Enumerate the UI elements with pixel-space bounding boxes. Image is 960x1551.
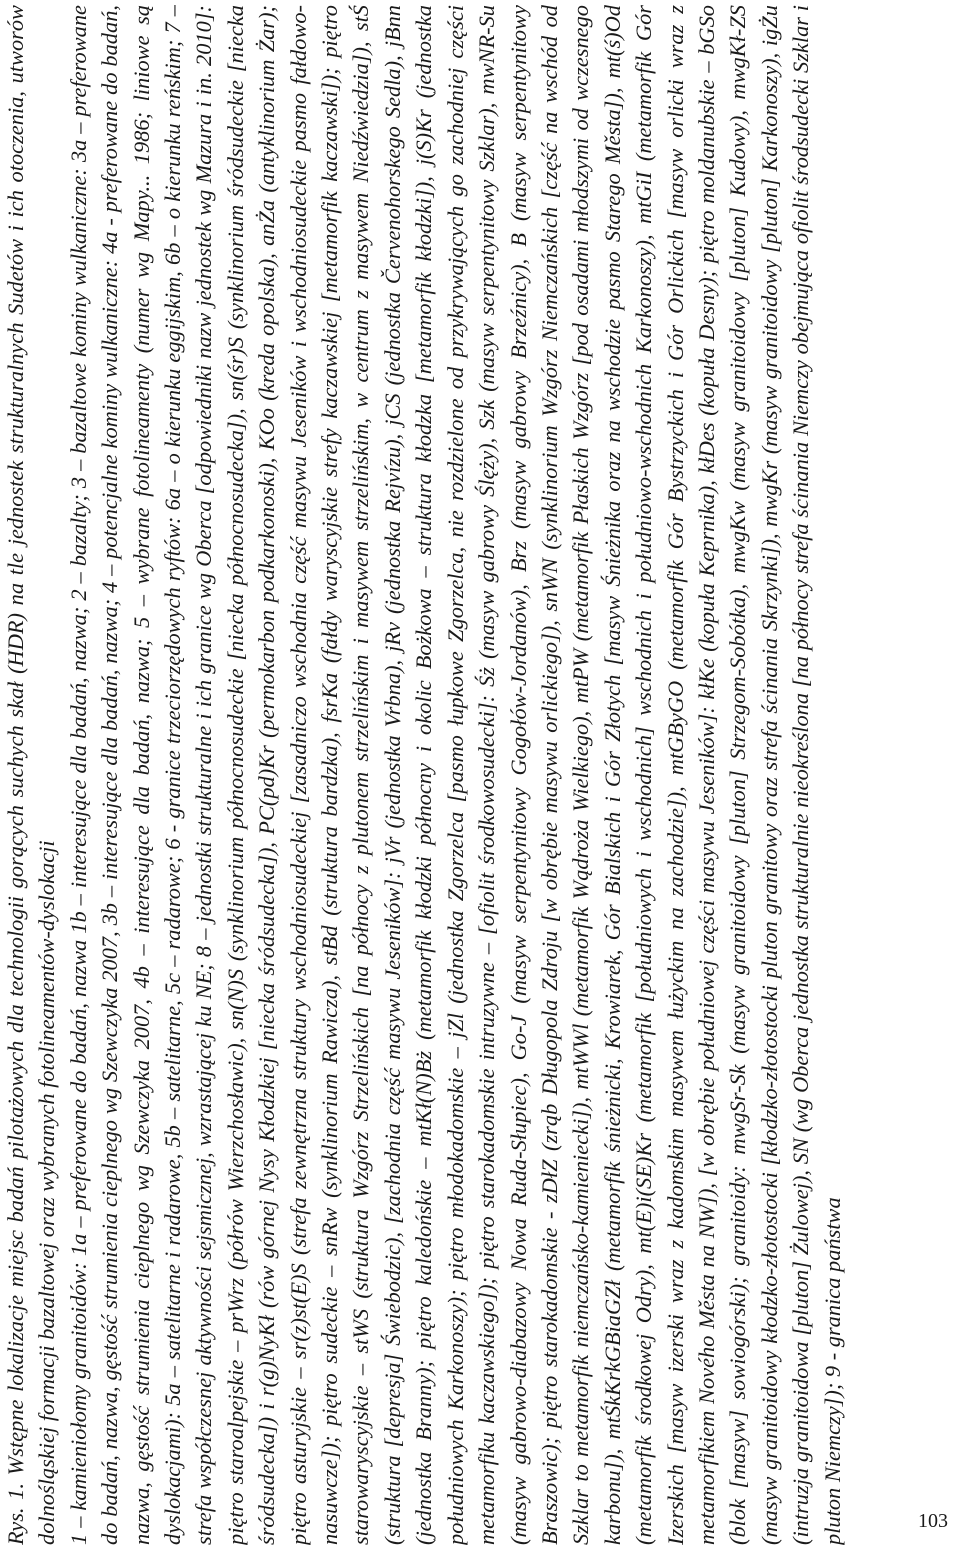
rotated-caption-block	[0, 5, 950, 1545]
figure-caption	[0, 5, 950, 1545]
figure-caption-legend: 1 – kamieniołomy granitoidów: 1a – preferowane do badań, nazwa 1b – interesujące dla badań, nazwa; 2 – bazalty; 3 – bazaltowe kominy wulkaniczne: 3a – preferowane do badań, nazwa, gęstość strumienia cieplnego wg Szewczyka 2007, 3b – interesujące dla badań, nazwa; 4 – potencjalne kominy wulkaniczne: 4a - preferowane do badań, nazwa, gęstość strumienia cieplnego wg Szewczyka 2007, 4b – interesujące dla badań, nazwa; 5 – wybrane fotolineamenty (numer wg Mapy... 1986; liniowe są dyslokacjami): 5a – satelitarne i radarowe, 5b – satelitarne, 5c – radarowe; 6 - granice trzeciorzędowych ryftów: 6a – o kierunku eggijskim, 6b – o kierunku reńskim; 7 – strefa współczesnej aktywności sejsmicznej, wzrastającej ku NE; 8 – jednostki strukturalne i ich granice wg Oberca [odpowiedniki nazw jednostek wg Mazura i in. 2010]: piętro staroalpejskie – prWrz (półrów Wierzchosławic), sn(N)S (synklinorium północnosudeckie [niecka północnosudecka]), sn(śr)S (synklinorium śródsudeckie [niecka śródsudecka]) i r(g)NyKł (rów górnej Nysy Kłodzkiej [niecka śródsudecka]), PC(pd)Kr (permokarbon podkarkonoski), KOo (kreda opolska), anŻa (antyklinorium Żar); piętro asturyjskie – sr(z)st(E)S (strefa zewnętrzna struktury wschodniosudeckiej [zasadniczo wschodnia część masywu Jeseników i wschodniosudeckie pasmo fałdowo-nasuwcze]); piętro sudeckie – snRw (synklinorium Rawicza), stBd (struktura bardzka), fsrKa (fałdy waryscyjskie strefy kaczawskiej [metamorfik kaczawski]); piętro starowaryscyjskie – stWS (struktura Wzgórz Strzelińskich [na północy z plutonem strzelińskim i masywem strzelińskim, w centrum z masywem Niedźwiedzia]), stŚ (struktura [depresja] Świebodzic), [zachodnia część masywu Jeseników]: jVr (jednostka Vrbna), jRv (jednostka Rejvízu), jCS (jednostka Červenohorskego Sedla), jBnn (jednostka Branny); piętro kaledońskie – mtKł(N)Bż (metamorfik kłodzki północny i okolic Bożkowa – struktura kłodzka [metamorfik kłodzki]), j(S)Kr (jednostka południowych Karkonoszy); piętro młodokadomskie – jZl (jednostka Zgorzelca [pasmo łupkowe Zgorzelca, nie rozdzielone od przykrywających go zachodniej części metamorfiku kaczawskiego]); piętro starokadomskie intruzywne – [ofiolit środkowosudecki]: Śż (masyw gabrowy Ślęży), Szk (masyw serpentynitowy Szklar), mwNR-Su (masyw gabrowo-diabazowy Nowa Ruda-Słupiec), Go-J (masyw serpentynitowy Gogołów-Jordanów), Brz (masyw gabrowy Brzeźnicy), B (masyw serpentynitowy Braszowic); piętro starokadomskie - zDłZ (zrąb Długopola Zdroju [w obrębie masywu orlickiego]), snWN (synklinorium Wzgórz Niemczańskich [część na wschód od Szklar to metamorfik niemczańsko-kamieniecki]), mtWWl (metamorfik Wądroża Wielkiego), mtPW (metamorfik Płaskich Wzgórz [pod osadami młodszymi od wczesnego karbonu]), mtŚkKrkGBiaGZł (metamorfik śnieżnicki, Krowiarek, Gór Bialskich i Gór Złotych [masyw Śnieżnika oraz na wschodzie pasmo Starego Města]), mt(ś)Od (metamorfik środkowej Odry), mt(E)i(SE)Kr (metamorfik [południowych i wschodnich] wschodnich i południowo-wschodnich Karkonoszy), mtGiI (metamorfik Gór Izerskich [masyw izerski wraz z kadomskim masywem łużyckim na zachodzie]), mtGByGO (metamorfik Gór Bystrzyckich i Gór Orlickich [masyw orlicki wraz z metamorfikiem Nového Města na NW]), [w obrębie południowej części masywu Jeseników]: kłKe (kopuła Keprnika), kłDes (kopuła Desny); piętro moldanubskie – bGSo (blok [masyw] sowiogórski); granitoidy: mwgSr-Sk (masyw granitoidowy [pluton] Strzegom-Sobótka), mwgKw (masyw granitoidowy [pluton] Kudowy), mwgKł-ZS (masyw granitoidowy kłodzko-złotostocki [kłodzko-złotostocki pluton granitowy oraz strefa ścinania Skrzynki]), mwgKr (masyw granitoidowy [pluton] Karkonoszy), igŻu (intruzja granitoidowa [pluton] Żulowej), SN (wg Oberca jednostka strukturalnie nieokreślona [na północy strefa ścinania Niemczy obejmująca ofiolit środsudecki Szklar i pluton Niemczy]); 9 - granica państwa	[65, 5, 845, 1545]
page-number: 103	[918, 1510, 948, 1532]
figure-caption-title: Rys. 1. Wstępne lokalizacje miejsc badań pilotażowych dla technologii gorących suchych skał (HDR) na tle jednostek strukturalnych Sudetów i ich otoczenia, utworów dolnośląskiej formacji bazaltowej oraz wybranych fotolineamentów-dyslokacji	[3, 5, 60, 1545]
